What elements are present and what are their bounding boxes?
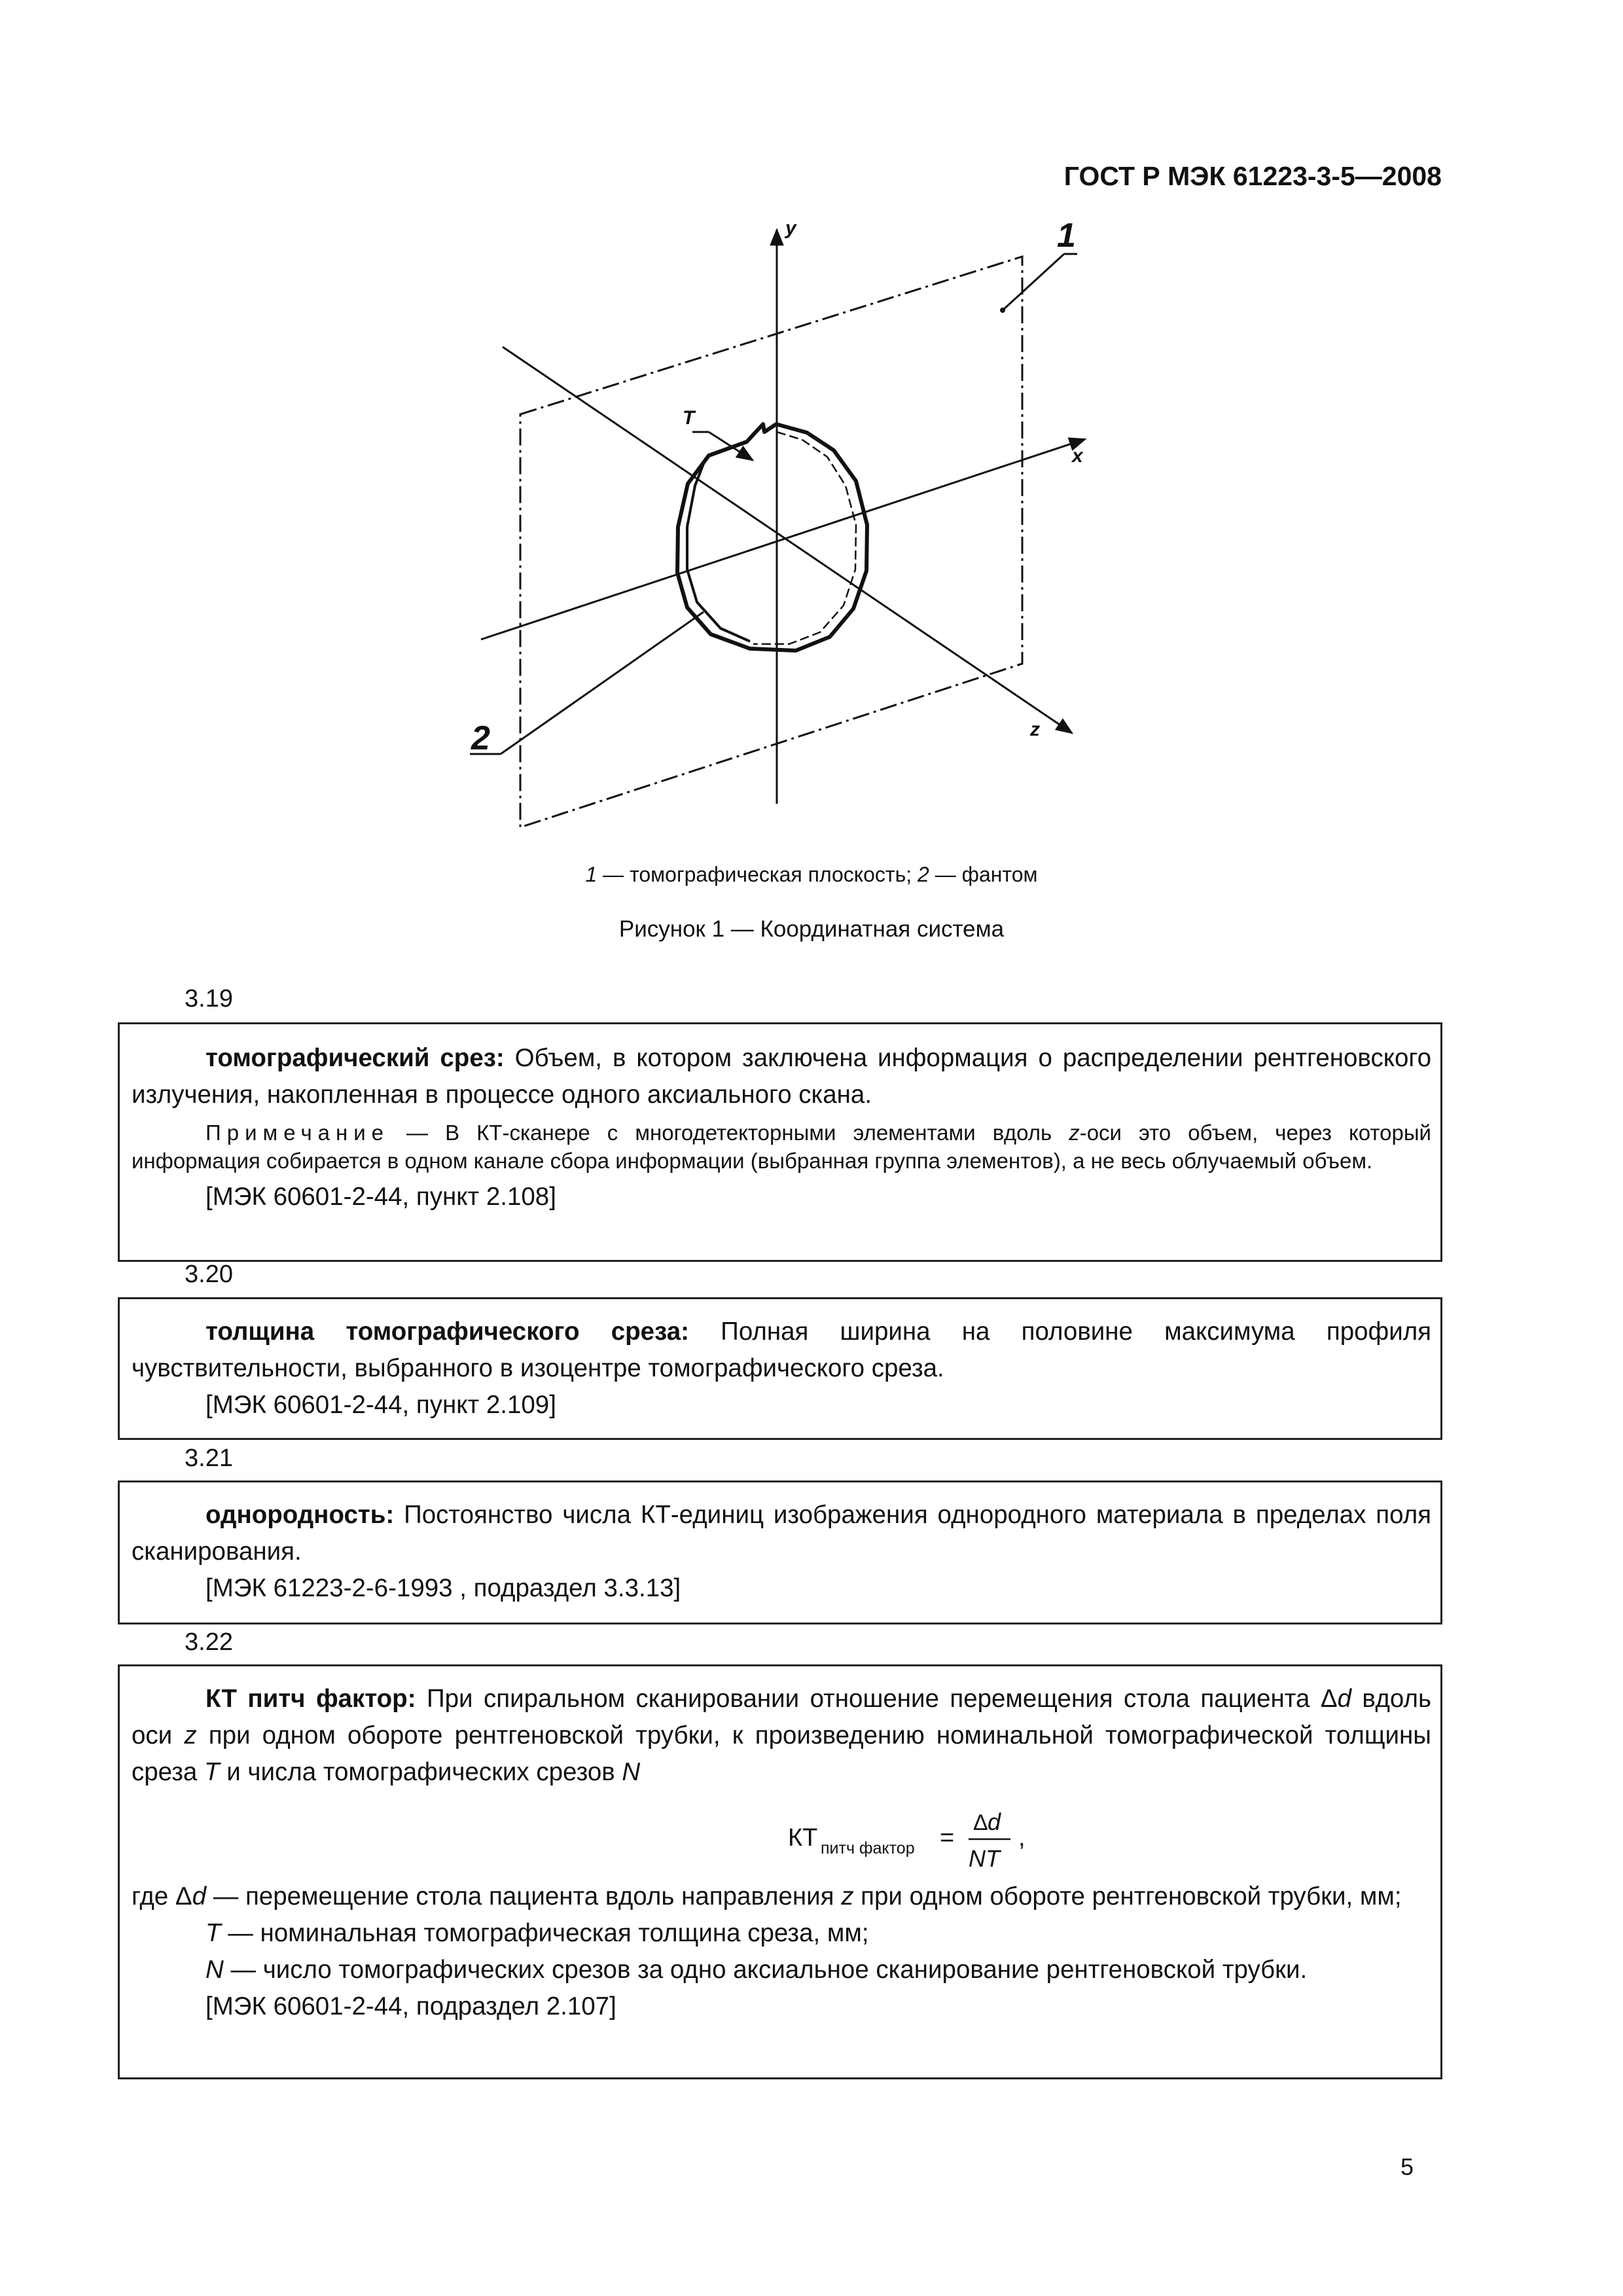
- definition-3-20: [132, 1314, 1431, 1387]
- reference-3-22: [МЭК 60601-2-44, подраздел 2.107]: [205, 1992, 616, 2020]
- where-dash-T: —: [221, 1919, 260, 1947]
- formula-subscript: питч фактор: [821, 1839, 915, 1857]
- where-symbol-N: N: [205, 1956, 224, 1984]
- legend-text-1: — томографическая плоскость;: [597, 863, 918, 886]
- phantom-number-label: 2: [471, 719, 490, 757]
- section-number-3-20: 3.20: [185, 1261, 233, 1288]
- var-T: T: [204, 1758, 220, 1786]
- var-z: z: [184, 1721, 197, 1749]
- y-axis-label: y: [785, 217, 796, 239]
- where-symbol-d: d: [192, 1882, 207, 1910]
- definition-3-19: [132, 1040, 1431, 1113]
- z-axis: [503, 347, 1072, 733]
- definition-box-3-21: [118, 1480, 1442, 1624]
- pitch-factor-formula: [132, 1801, 1431, 1878]
- section-number-3-19: 3.19: [185, 985, 233, 1013]
- definition-text-3-19: Объем, в котором заключена информация о распределении рентгеновского излучения, накопленная в процессе одного аксиального скана.: [132, 1044, 1431, 1109]
- definition-box-3-22: [118, 1664, 1442, 2079]
- section-number-3-21: 3.21: [185, 1444, 233, 1472]
- leader-2: [501, 612, 704, 754]
- definition-text-c-3-22: при одном обороте рентгеновской трубки, к произведению номинальной томографической толщины среза: [132, 1721, 1431, 1786]
- var-d: d: [1337, 1685, 1351, 1713]
- note-label-3-19: Примечание: [205, 1121, 390, 1145]
- formula-comma: ,: [1018, 1824, 1026, 1852]
- where-row-N: [132, 1952, 1431, 1988]
- definition-text-3-20: Полная ширина на половине максимума профиля чувствительности, выбранного в изоцентре томографического среза.: [132, 1318, 1432, 1382]
- delta-symbol: Δ: [1320, 1685, 1338, 1713]
- legend-number-2: 2: [918, 863, 929, 886]
- phantom-outline: [677, 424, 867, 651]
- leader-1-dot: [1000, 308, 1005, 313]
- definition-box-3-20: [118, 1297, 1442, 1440]
- term-3-22: КТ питч фактор:: [205, 1685, 416, 1713]
- legend-text-2: — фантом: [929, 863, 1038, 886]
- formula-numerator-delta: Δ: [973, 1810, 988, 1835]
- section-number-3-22: 3.22: [185, 1628, 233, 1656]
- note-3-19: [132, 1119, 1431, 1175]
- term-3-20: толщина томографического среза:: [205, 1318, 689, 1346]
- page-number: 5: [1400, 2153, 1414, 2180]
- var-N: N: [622, 1758, 641, 1786]
- x-axis-label: x: [1072, 445, 1083, 467]
- formula-lhs: КТ: [788, 1824, 818, 1852]
- x-axis: [481, 439, 1085, 639]
- where-text-N: число томографических срезов за одно аксиальное сканирование рентгеновской трубки.: [262, 1956, 1308, 1984]
- where-symbol-T: T: [205, 1919, 221, 1947]
- where-row-d: [132, 1878, 1431, 1915]
- note-axis-3-19: z: [1069, 1121, 1080, 1145]
- slice-outline: [753, 432, 856, 644]
- note-text-a-3-19: — В КТ-сканере с многодетекторными элементами вдоль: [389, 1121, 1069, 1145]
- z-axis-label: z: [1030, 719, 1040, 740]
- definition-text-a-3-22: При спиральном сканировании отношение перемещения стола пациента: [426, 1685, 1321, 1713]
- formula-denominator: NT: [969, 1845, 1000, 1872]
- term-3-19: томографический срез:: [205, 1044, 505, 1072]
- figure-legend: [0, 863, 1623, 887]
- definition-box-3-19: [118, 1022, 1442, 1262]
- where-text-d-z: z: [841, 1882, 854, 1910]
- where-text-d-b: при одном обороте рентгеновской трубки, мм;: [853, 1882, 1402, 1910]
- reference-3-20: [МЭК 60601-2-44, пункт 2.109]: [205, 1391, 556, 1419]
- where-dash-d: —: [206, 1882, 245, 1910]
- slice-thickness-label: T: [683, 407, 695, 429]
- where-text-d-a: перемещение стола пациента вдоль направления: [245, 1882, 842, 1910]
- reference-3-21: [МЭК 61223-2-6-1993 , подраздел 3.3.13]: [205, 1574, 681, 1602]
- definition-text-b-3-22: вдоль оси: [132, 1685, 1431, 1749]
- leader-T-arrow: [709, 432, 753, 460]
- term-3-21: однородность:: [205, 1501, 395, 1529]
- definition-text-e-3-22: и числа томографических срезов: [219, 1758, 622, 1786]
- formula-graphic: [788, 1805, 1128, 1877]
- where-text-T: номинальная томографическая толщина среза, мм;: [260, 1919, 869, 1947]
- legend-number-1: 1: [585, 863, 597, 886]
- figure-caption: Рисунок 1 — Координатная система: [618, 916, 1005, 942]
- where-prefix: где: [132, 1882, 175, 1910]
- formula-equals: =: [940, 1824, 955, 1852]
- formula-numerator-d: d: [988, 1808, 1001, 1835]
- definition-3-22: [132, 1681, 1431, 1791]
- tomographic-plane: [520, 257, 1022, 827]
- leader-1: [1003, 254, 1064, 310]
- definition-text-3-21: Постоянство числа КТ-единиц изображения однородного материала в пределах поля сканирования.: [132, 1501, 1432, 1566]
- coordinate-system-figure: [445, 216, 1165, 851]
- where-delta: Δ: [175, 1882, 192, 1910]
- document-header: ГОСТ Р МЭК 61223-3-5—2008: [1063, 161, 1442, 191]
- phantom-inner-edge: [687, 462, 750, 641]
- note-text-b-3-19: -оси это объем, через который информация собирается в одном канале сбора информации (выбранная группа элементов), а не весь облучаемый объем.: [132, 1121, 1431, 1173]
- where-row-T: [132, 1915, 1431, 1952]
- plane-number-label: 1: [1057, 217, 1076, 255]
- definition-3-21: [132, 1497, 1431, 1570]
- where-dash-N: —: [223, 1956, 263, 1984]
- reference-3-19: [МЭК 60601-2-44, пункт 2.108]: [205, 1183, 556, 1211]
